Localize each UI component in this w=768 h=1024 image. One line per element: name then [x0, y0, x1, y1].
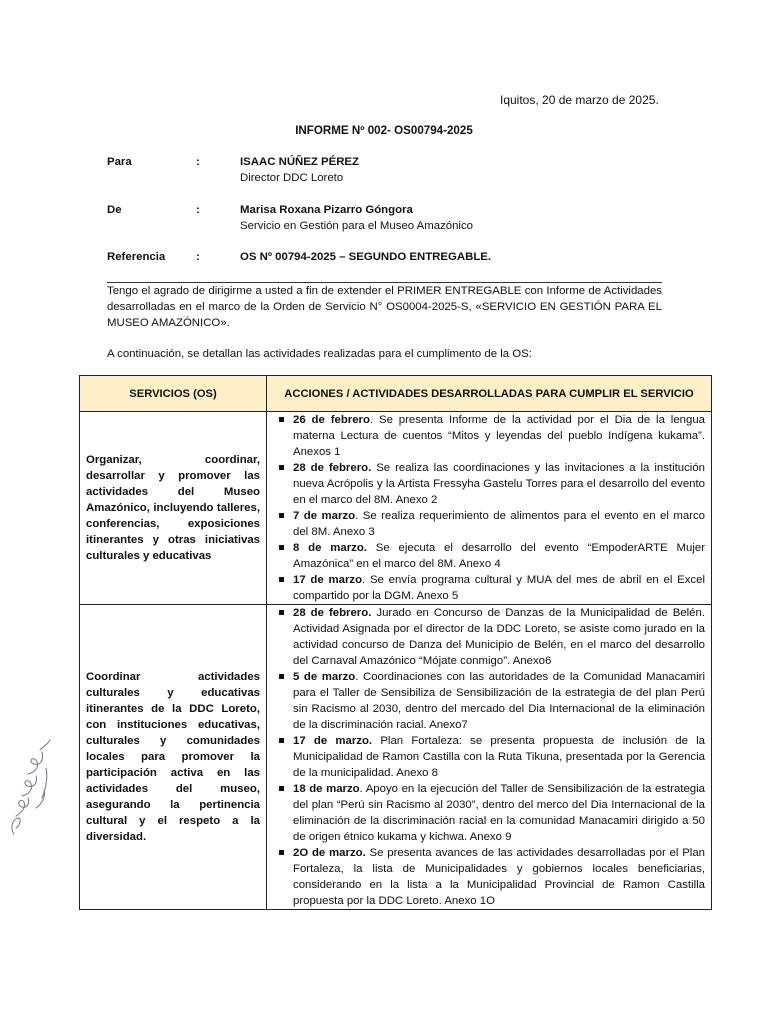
activity-date: 8 de marzo.	[293, 542, 367, 554]
service-cell: Coordinar actividades culturales y educativas itinerantes de la DDC Loreto, con instituciones educativas, culturales y comunidades locales para promover la participación activa en las actividades del museo, asegurando la pertinencia cultural y el respeto a la diversidad.	[80, 605, 267, 910]
activity-list	[271, 412, 705, 604]
colon: :	[196, 156, 200, 168]
list-item	[271, 733, 705, 781]
activity-date: 7 de marzo	[293, 510, 356, 522]
list-item	[271, 781, 705, 845]
handwritten-signature-icon	[6, 738, 52, 838]
referencia-label: Referencia	[107, 251, 166, 263]
table-header-row	[80, 376, 712, 412]
list-item	[271, 669, 705, 733]
list-item	[271, 572, 705, 604]
activity-text: Se presenta avances de las actividades desarrolladas por el Plan Fortaleza, la lista de Municipalidades y gobiernos locales beneficiarias, considerando en la lista a la Municipalidad Provincial de Ramon Castilla propuesta por la DDC Loreto. Anexo 1O	[293, 847, 705, 907]
activity-date: 28 de febrero.	[293, 607, 372, 619]
activity-text: . Coordinaciones con las autoridades de la Comunidad Manacamiri para el Taller de Sensibiliza de Sensibilización de la estrategia de del plan Perú sin Racismo al 2030, dentro del mercado del Dia Internacional de la eliminación de la discriminación racial. Anexo7	[293, 671, 705, 731]
activity-date: 17 de marzo.	[293, 735, 373, 747]
activity-text: . Se realiza requerimiento de alimentos para el evento en el marco del 8M. Anexo 3	[293, 510, 705, 538]
list-item	[271, 540, 705, 572]
list-item	[271, 412, 705, 460]
colon: :	[196, 204, 200, 216]
activity-text: Se ejecuta el desarrollo del evento “EmpoderARTE Mujer Amazónica” en el marco del 8M. Anexo 4	[293, 542, 705, 570]
list-item	[271, 605, 705, 669]
para-name: ISAAC NÚÑEZ PÉREZ	[240, 156, 359, 168]
activity-text: . Se envía programa cultural y MUA del mes de abril en el Excel compartido por la DGM. Anexo 5	[293, 574, 705, 602]
actions-cell	[267, 412, 712, 605]
colon: :	[196, 251, 200, 263]
header-actions: ACCIONES / ACTIVIDADES DESARROLLADAS PARA CUMPLIR EL SERVICIO	[267, 376, 712, 412]
table-row	[80, 605, 712, 910]
list-item	[271, 508, 705, 540]
activity-list	[271, 605, 705, 909]
activity-date: 17 de marzo	[293, 574, 363, 586]
activity-date: 2O de marzo.	[293, 847, 366, 859]
activity-date: 28 de febrero.	[293, 462, 372, 474]
table-row	[80, 412, 712, 605]
de-role: Servicio en Gestión para el Museo Amazónico	[240, 220, 473, 232]
report-title: INFORME Nº 002- OS00794-2025	[295, 124, 473, 137]
activity-text: . Apoyo en la ejecución del Taller de Sensibilización de la estrategia del plan “Perú sin Racismo al 2030”, dentro del merco del Dia Internacional de la eliminación de la discriminación racial en la comunidad Manacamiri dirigido a 50 de origen étnico kukama y kichwa. Anexo 9	[293, 783, 705, 843]
activity-date: 5 de marzo	[293, 671, 356, 683]
activity-text: . Se presenta Informe de la actividad por el Dia de la lengua materna Lectura de cuentos “Mitos y leyendas del pueblo Indígena kukama”. Anexos 1	[293, 414, 705, 458]
de-name: Marisa Roxana Pizarro Góngora	[240, 204, 413, 216]
activity-text: Se realiza las coordinaciones y las invitaciones a la institución nueva Acrópolis y la Artista Fressyha Gastelu Torres para el desarrollo del evento en el marco del 8M. Anexo 2	[293, 462, 705, 506]
activity-date: 26 de febrero	[293, 414, 370, 426]
intro-paragraph: Tengo el agrado de dirigirme a usted a fin de extender el PRIMER ENTREGABLE con Informe de Actividades desarrolladas en el marco de la Orden de Servicio N° OS0004-2025-S, «SERVICIO EN GESTIÓN PARA EL MUSEO AMAZÓNICO».	[107, 285, 662, 329]
activity-text: Jurado en Concurso de Danzas de la Municipalidad de Belén. Actividad Asignada por el director de la DDC Loreto, se asiste como jurado en la actividad concurso de Danza del Municipio de Belén, en el marco del desarrollo del Carnaval Amazónico “Mójate conmigo”. Anexo6	[293, 607, 706, 667]
para-role: Director DDC Loreto	[240, 172, 344, 184]
activities-table	[79, 375, 712, 910]
document-date: Iquitos, 20 de marzo de 2025.	[500, 93, 659, 107]
list-item	[271, 460, 705, 508]
para-label: Para	[107, 156, 132, 168]
referencia-value: OS Nº 00794-2025 – SEGUNDO ENTREGABLE.	[240, 251, 492, 263]
actions-cell	[267, 605, 712, 910]
de-label: De	[107, 204, 122, 216]
activity-date: 18 de marzo	[293, 783, 360, 795]
list-item	[271, 845, 705, 909]
header-services: SERVICIOS (OS)	[80, 376, 267, 412]
service-cell: Organizar, coordinar, desarrollar y promover las actividades del Museo Amazónico, incluyendo talleres, conferencias, exposiciones itinerantes y otras iniciativas culturales y educativas	[80, 412, 267, 605]
activity-text: Plan Fortaleza: se presenta propuesta de inclusión de la Municipalidad de Ramon Castilla con la Ruta Tikuna, presentada por la Gerencia de la municipalidad. Anexo 8	[293, 735, 705, 779]
lead-paragraph: A continuación, se detallan las actividades realizadas para el cumplimento de la OS:	[107, 348, 532, 360]
